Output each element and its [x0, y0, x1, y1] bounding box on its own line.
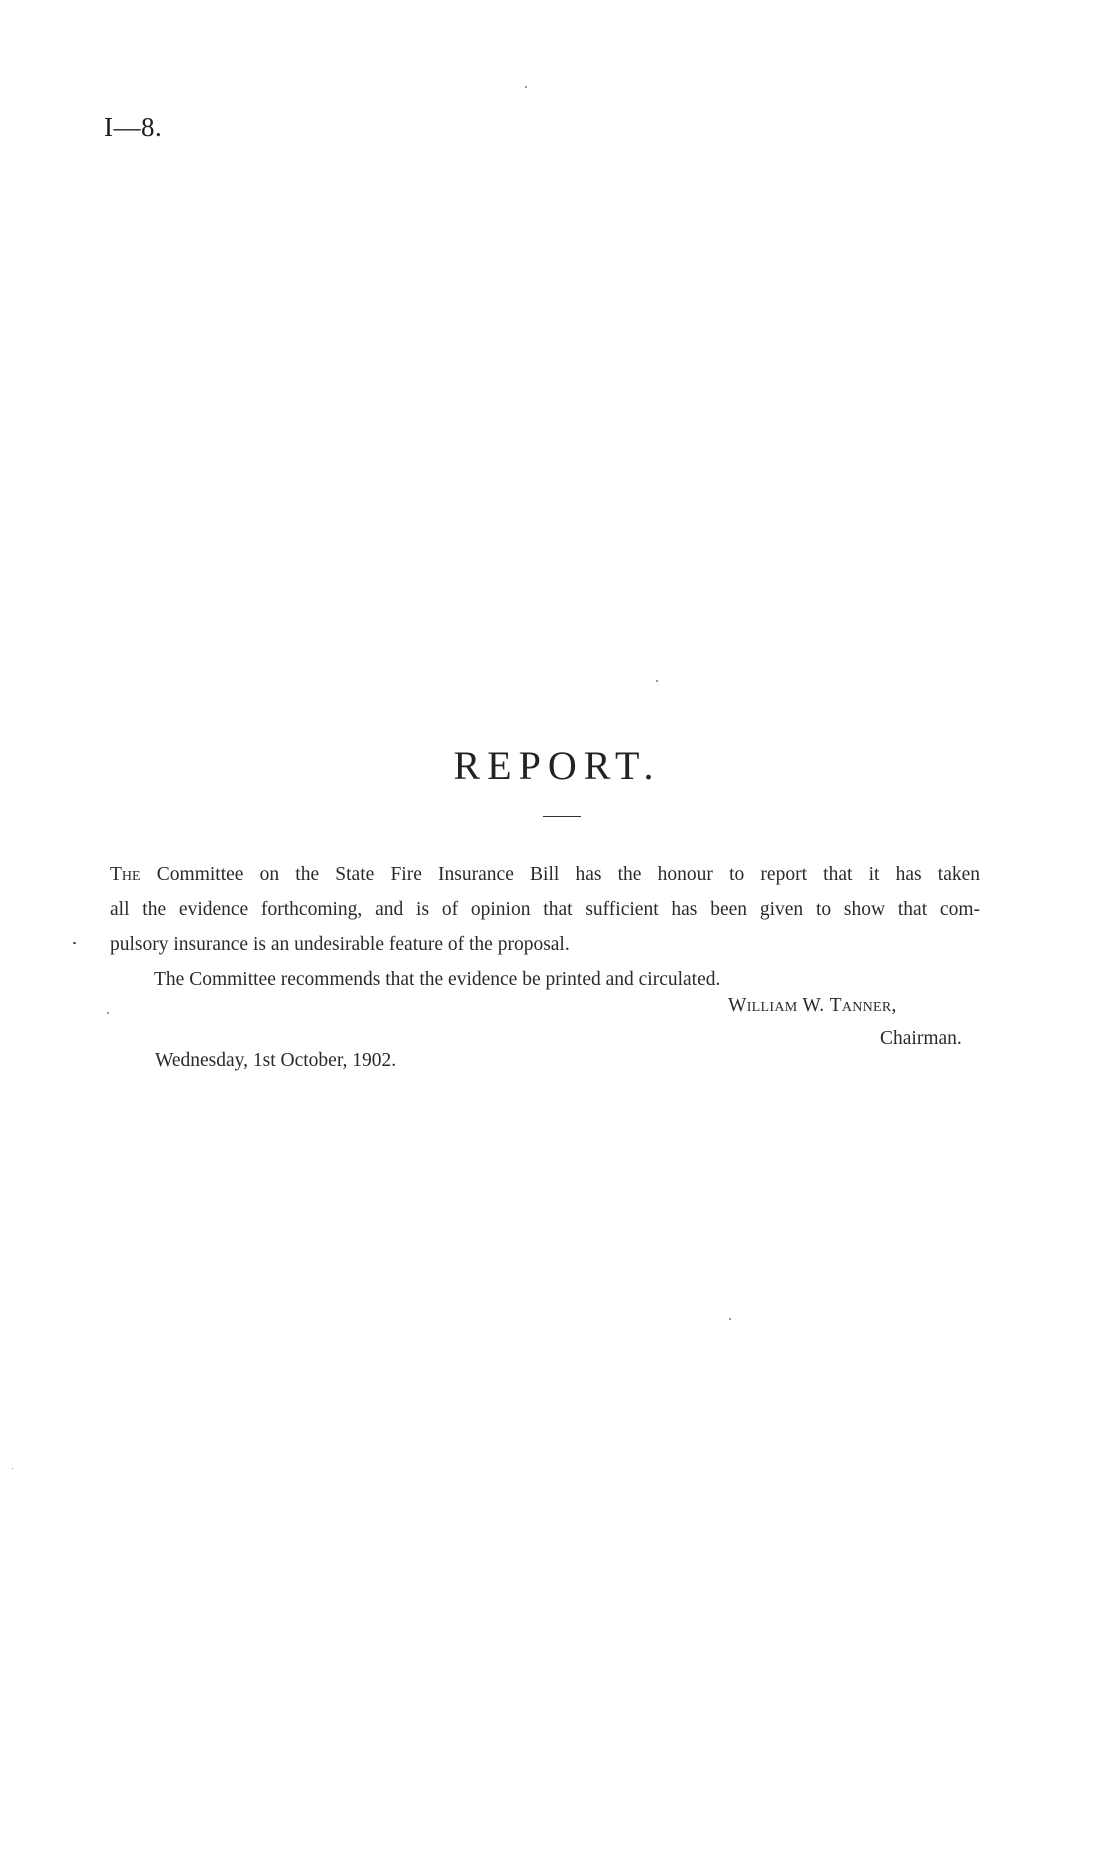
- scan-speck: [73, 942, 76, 944]
- paragraph-1-line-1-text: Committee on the State Fire Insurance Bill has the honour to report that it has taken: [156, 864, 981, 885]
- signature-middle-initial: W.: [802, 995, 825, 1016]
- signature-title: Chairman.: [880, 1028, 962, 1049]
- paragraph-1-line-2: all the evidence forthcoming, and is of opinion that sufficient has been given to show that com-: [110, 899, 980, 920]
- scan-speck: [656, 680, 658, 682]
- report-body: [110, 857, 980, 997]
- page-reference: I—8.: [104, 112, 163, 142]
- paragraph-1-line-1: [110, 857, 980, 892]
- scan-speck: [107, 1012, 109, 1014]
- report-paragraph-1: [110, 857, 980, 962]
- scan-speck: [525, 86, 527, 88]
- scan-speck: [729, 1318, 731, 1320]
- report-title: REPORT.: [453, 743, 661, 788]
- report-date: Wednesday, 1st October, 1902.: [155, 1050, 397, 1071]
- paragraph-lead-word: The: [110, 864, 141, 885]
- report-paragraph-2: The Committee recommends that the evidence be printed and circulated.: [154, 969, 721, 990]
- signature-name: [728, 995, 897, 1017]
- title-divider: [543, 816, 581, 817]
- signature-first-name: William: [728, 995, 798, 1016]
- paragraph-1-line-3: pulsory insurance is an undesirable feature of the proposal.: [110, 934, 570, 955]
- scan-speck: [12, 1468, 13, 1469]
- signature-last-name: Tanner,: [829, 995, 897, 1016]
